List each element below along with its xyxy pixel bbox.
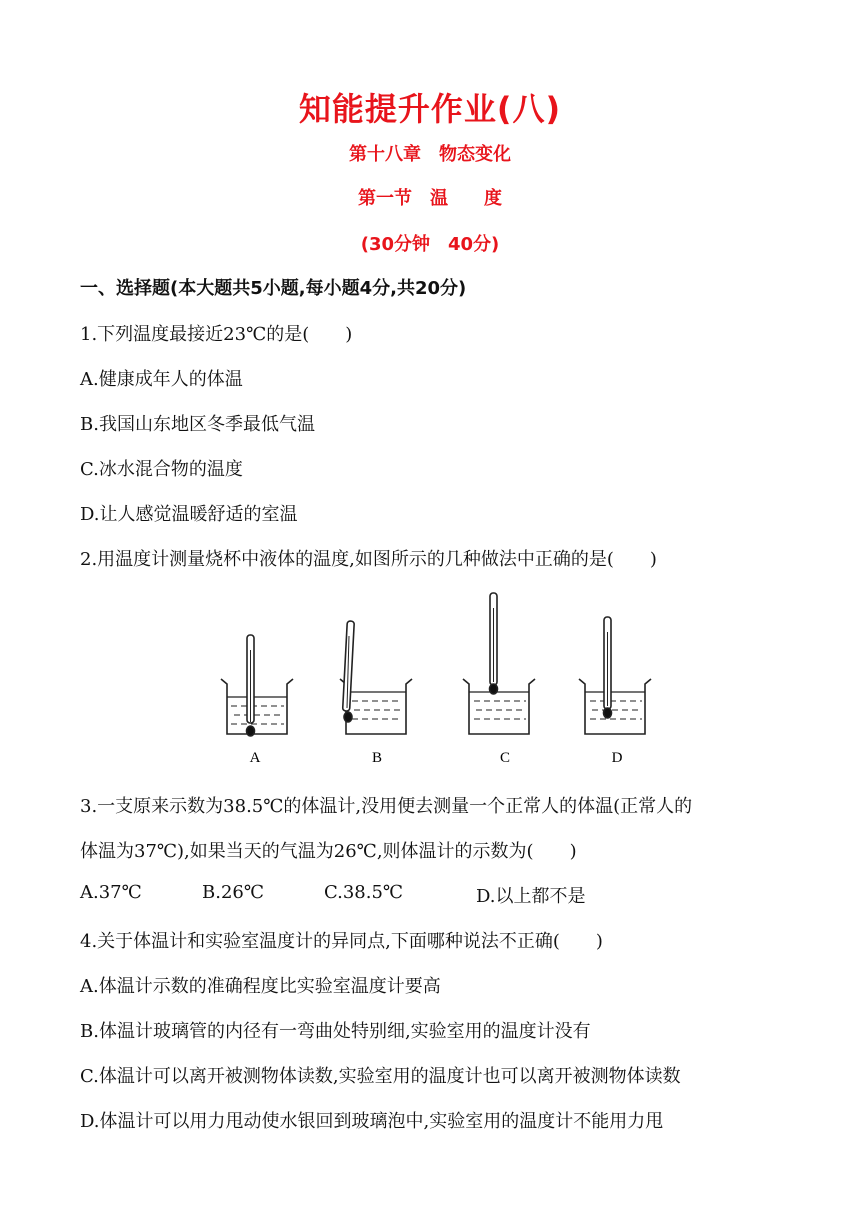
figure-label-a: A: [249, 750, 261, 766]
section-title: 第一节 温 度: [358, 188, 502, 209]
q1-stem: 1.下列温度最接近23℃的是( ): [80, 324, 353, 345]
figure-label-d: D: [611, 750, 623, 766]
chapter-title: 第十八章 物态变化: [349, 144, 511, 165]
beaker-c-figure: [463, 593, 535, 734]
q4-stem: 4.关于体温计和实验室温度计的异同点,下面哪种说法不正确( ): [80, 931, 603, 952]
q1-option-b: B.我国山东地区冬季最低气温: [80, 414, 315, 435]
time-limit: (30分钟 40分): [360, 234, 500, 255]
beaker-b-figure: [340, 621, 412, 734]
figure-label-c: C: [499, 750, 511, 766]
q4-option-b: B.体温计玻璃管的内径有一弯曲处特别细,实验室用的温度计没有: [80, 1021, 591, 1042]
q1-option-a: A.健康成年人的体温: [80, 369, 243, 390]
q3-option-c: C.38.5℃: [324, 882, 404, 903]
q1-option-c: C.冰水混合物的温度: [80, 459, 243, 480]
q1-option-d: D.让人感觉温暖舒适的室温: [80, 504, 298, 525]
figure-label-b: B: [371, 750, 383, 766]
beaker-a-figure: [221, 635, 293, 736]
q3-option-d: D.以上都不是: [476, 886, 586, 907]
q2-stem: 2.用温度计测量烧杯中液体的温度,如图所示的几种做法中正确的是( ): [80, 549, 657, 570]
q3-stem-line1: 3.一支原来示数为38.5℃的体温计,没用便去测量一个正常人的体温(正常人的: [80, 796, 693, 817]
page-title: 知能提升作业(八): [298, 90, 562, 128]
q3-option-a: A.37℃: [80, 882, 142, 903]
q4-option-a: A.体温计示数的准确程度比实验室温度计要高: [80, 976, 441, 997]
q3-stem-line2: 体温为37℃),如果当天的气温为26℃,则体温计的示数为( ): [80, 841, 577, 862]
beaker-d-figure: [579, 617, 651, 734]
q4-option-c: C.体温计可以离开被测物体读数,实验室用的温度计也可以离开被测物体读数: [80, 1066, 681, 1087]
q4-option-d: D.体温计可以用力甩动使水银回到玻璃泡中,实验室用的温度计不能用力甩: [80, 1111, 664, 1132]
q3-option-b: B.26℃: [202, 882, 264, 903]
part1-heading: 一、选择题(本大题共5小题,每小题4分,共20分): [80, 278, 467, 299]
thermometer-beaker-figure: [200, 585, 660, 775]
